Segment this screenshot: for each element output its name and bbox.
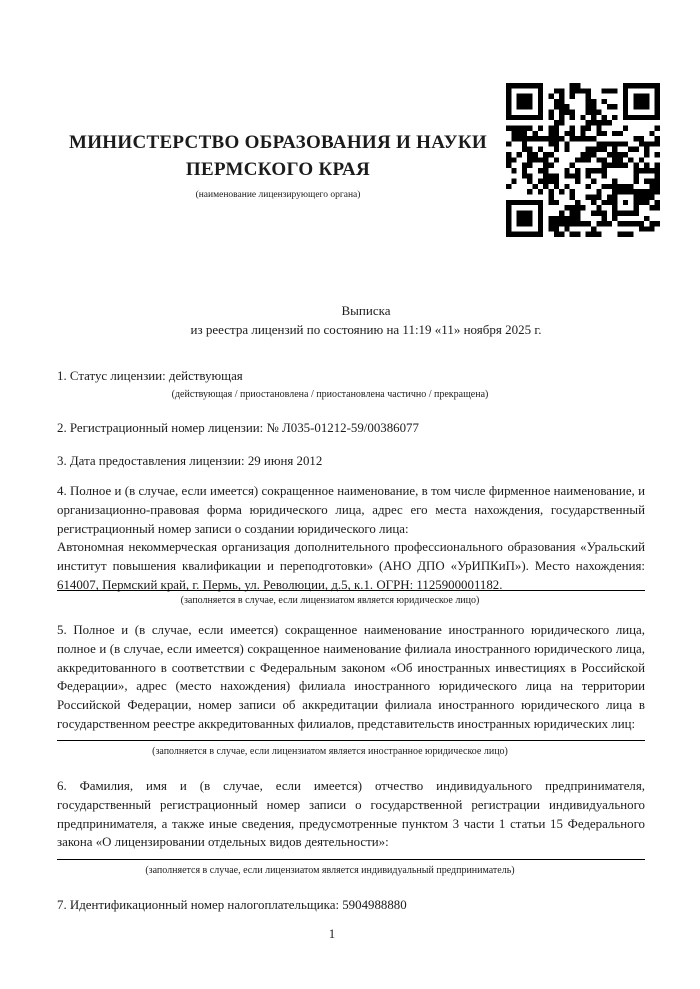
individual-entrepreneur-caption: (заполняется в случае, если лицензиатом является индивидуальный предприниматель): [145, 865, 515, 876]
ministry-name-line2: ПЕРМСКОГО КРАЯ: [185, 159, 371, 180]
fill-in-rule-individual-entrepreneur: [57, 859, 645, 860]
taxpayer-id-field: 7. Идентификационный номер налогоплательщика: 5904988880: [57, 898, 407, 912]
document-title-line1: Выписка: [341, 303, 391, 318]
legal-entity-caption: (заполняется в случае, если лицензиатом является юридическое лицо): [180, 595, 480, 606]
issuing-authority-caption: (наименование лицензирующего органа): [195, 190, 361, 200]
registration-number-field: 2. Регистрационный номер лицензии: № Л035-01212-59/00386077: [57, 421, 419, 435]
qr-code-icon: [506, 83, 660, 237]
fill-in-rule-legal-entity: [57, 590, 645, 591]
ministry-name-line1: МИНИСТЕРСТВО ОБРАЗОВАНИЯ И НАУКИ: [68, 132, 488, 153]
foreign-entity-section: 5. Полное и (в случае, если имеется) сокращенное наименование иностранного юридического лица, полное и (в случае, если имеется) сокращенное наименование филиала иностранного юридического лица, аккредитованного в соответствии с Федеральным законом «Об иностранных инвестициях в Российской Федерации», адрес (место нахождения) филиала иностранного юридического лица на территории Российской Федерации, номер записи об аккредитации филиала иностранного юридического лица в государственном реестре аккредитованных филиалов, представительств иностранных юридических лиц:: [57, 623, 645, 731]
fill-in-rule-foreign-entity: [57, 740, 645, 741]
document-title-line2: из реестра лицензий по состоянию на 11:19 «11» ноября 2025 г.: [190, 321, 542, 337]
legal-entity-value: Автономная некоммерческая организация дополнительного профессионального образования «Уральский институт повышения квалификации и переподготовки» (АНО ДПО «УрИПКиП»). Место нахождения: 614007, Пермский край, г. Пермь, ул. Революции, д.5, к.1. ОГРН: 1125900001182.: [57, 540, 645, 592]
page-number: 1: [328, 927, 336, 941]
individual-entrepreneur-section: 6. Фамилия, имя и (в случае, если имеется) отчество индивидуального предпринимателя, государственный регистрационный номер записи о государственной регистрации индивидуального предпринимателя, а также иные сведения, предусмотренные пунктом 3 части 1 статьи 15 Федерального закона «О лицензировании отдельных видов деятельности»:: [57, 779, 645, 850]
foreign-entity-caption: (заполняется в случае, если лицензиатом является иностранное юридическое лицо): [152, 746, 508, 757]
issuing-authority-name: [43, 129, 513, 183]
license-status-field: 1. Статус лицензии: действующая: [57, 369, 243, 383]
license-grant-date-field: 3. Дата предоставления лицензии: 29 июня 2012: [57, 454, 323, 468]
legal-entity-section: [57, 482, 645, 595]
document-title: [32, 302, 700, 339]
legal-entity-description: 4. Полное и (в случае, если имеется) сокращенное наименование, в том числе фирменное наименование, и организационно-правовая форма юридического лица, адрес его места нахождения, государственный регистрационный номер записи о создании юридического лица:: [57, 484, 645, 536]
license-status-options-caption: (действующая / приостановлена / приостановлена частично / прекращена): [171, 389, 489, 400]
